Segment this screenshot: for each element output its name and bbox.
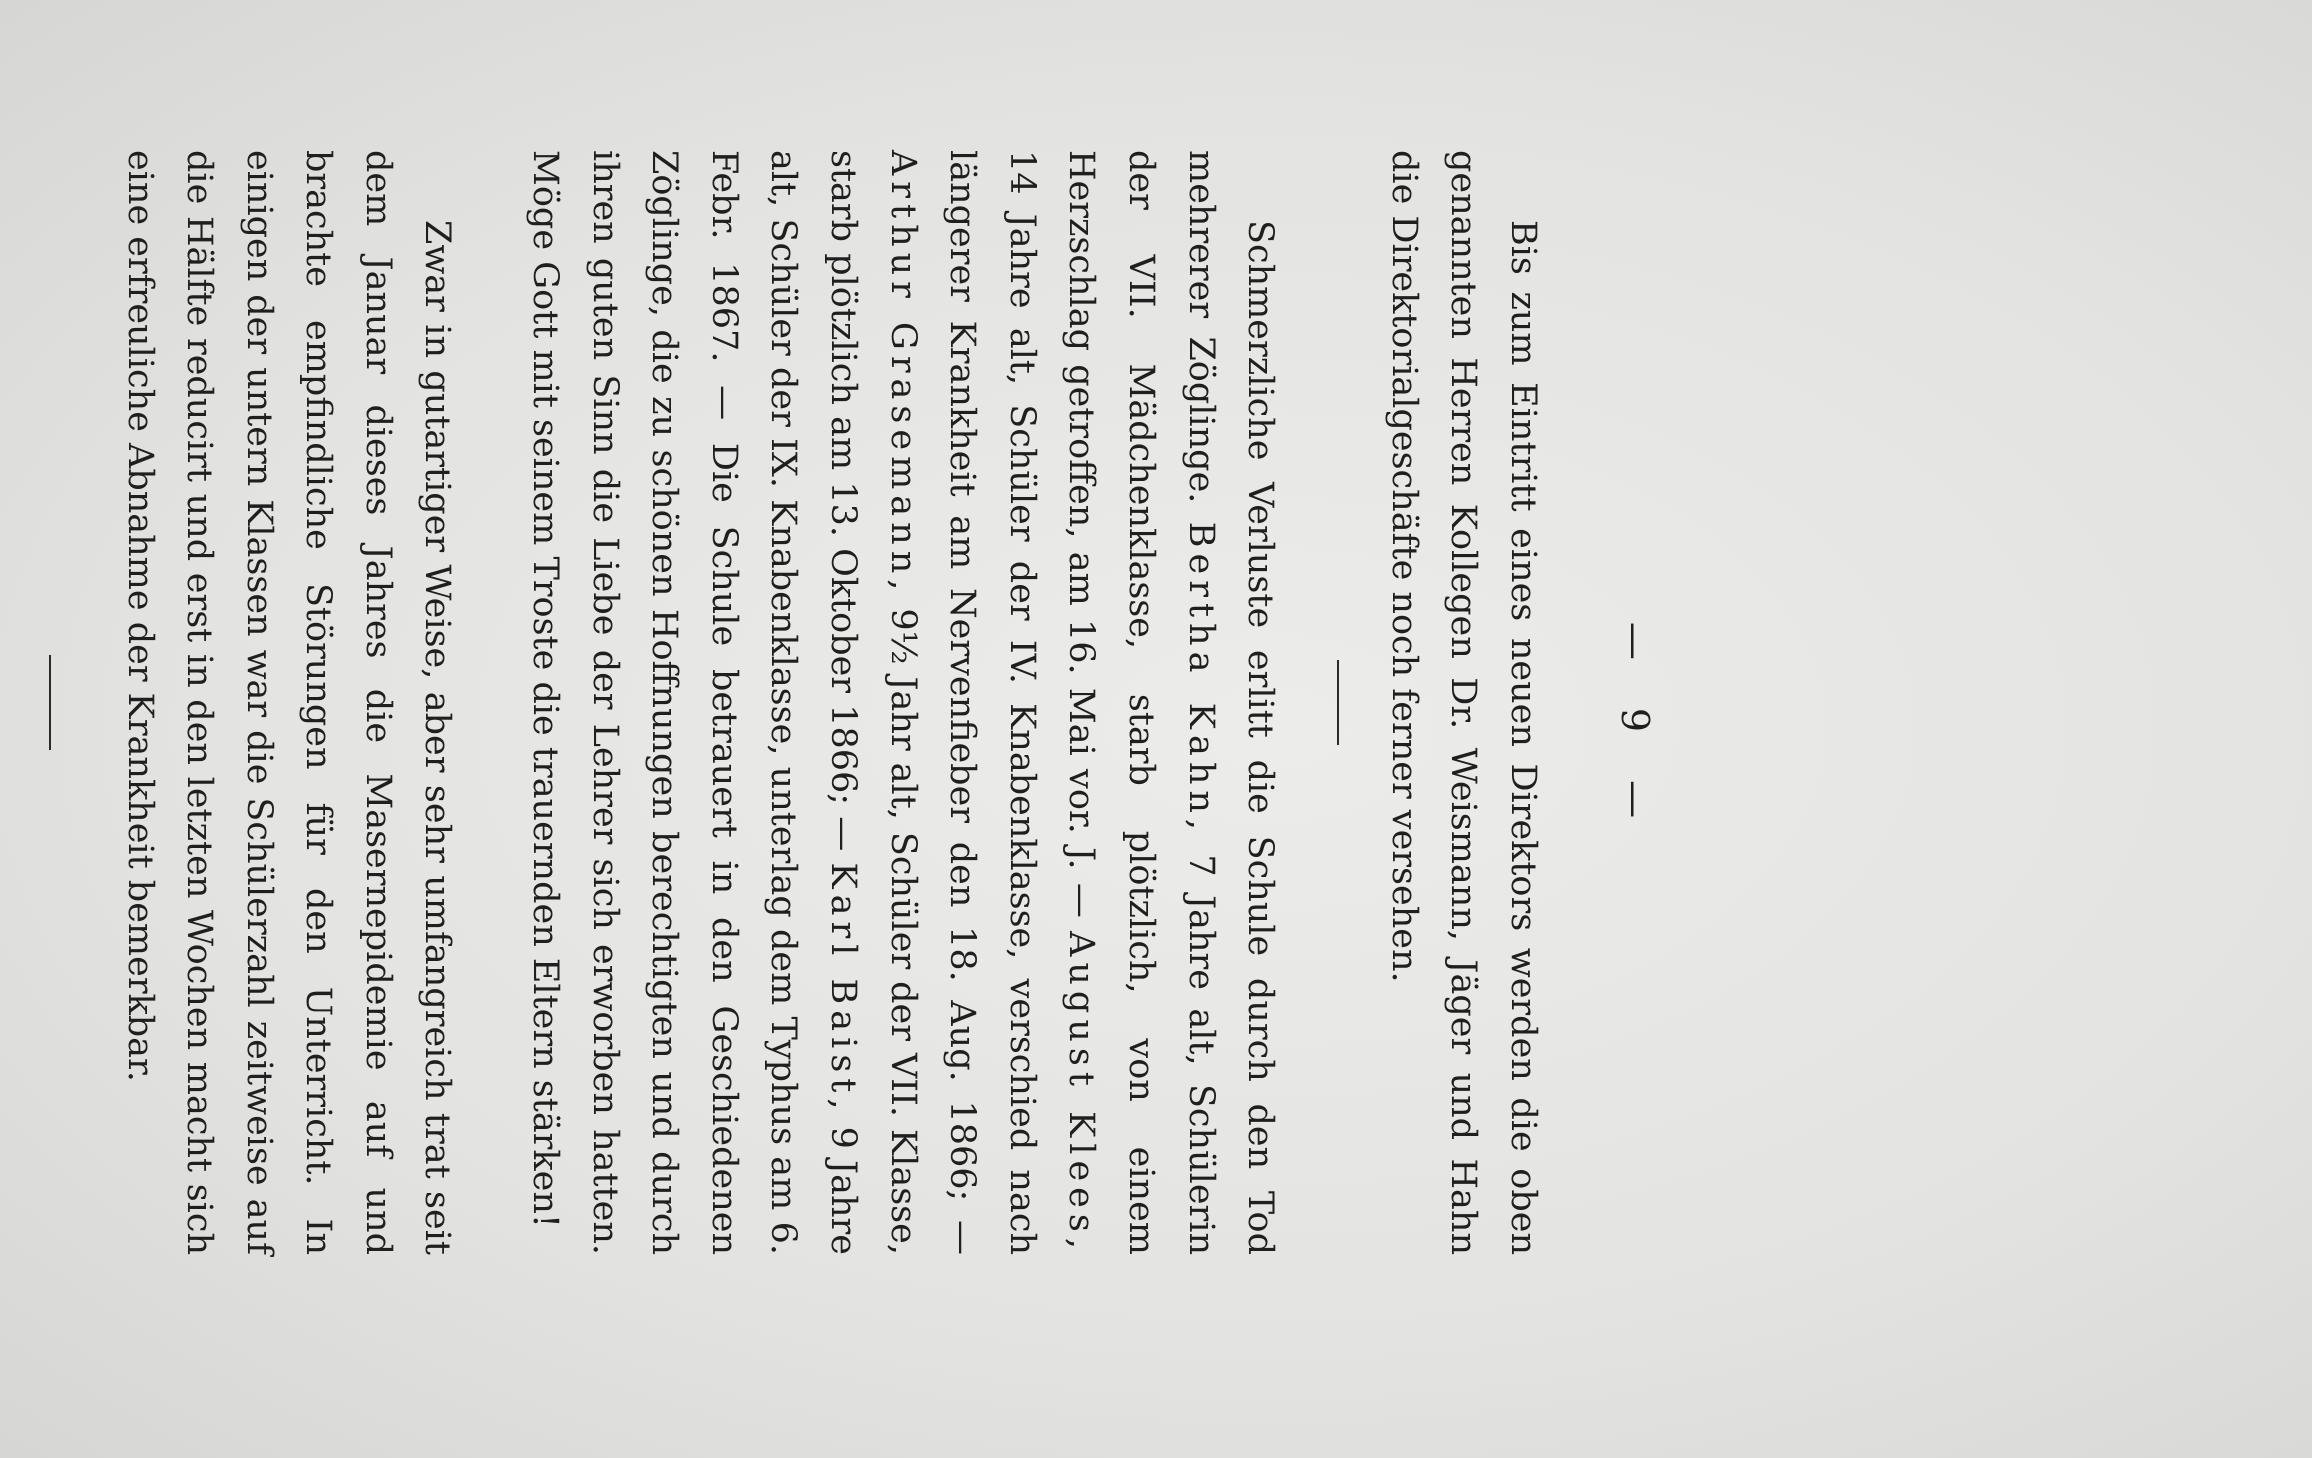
losses-text-e: 9 Jahre alt, Schüler der IX. Knabenklasse, unterlag dem Typhus am 6. Febr. 1867. — Die Schule betrauert in den Geschiedenen Zöglinge, die zu schönen Hoffnungen berechtigten und durch ihren guten Sinn die Liebe der Lehrer sich erworben hatten. Möge Gott mit seinem Troste die trauernden Eltern stärken! xyxy=(525,150,864,1256)
closing-divider xyxy=(49,655,51,750)
body-text xyxy=(49,150,1552,1255)
paragraph-measles: Zwar in gutartiger Weise, aber sehr umfangreich trat seit dem Januar dieses Jahres die Masernepidemie auf und brachte empfindliche Störungen für den Unterricht. In einigen der untern Klassen war die Schülerzahl zeitweise auf die Hälfte reducirt und erst in den letzten Wochen macht sich eine erfreuliche Abnahme der Krankheit bemerkbar. xyxy=(119,150,458,1255)
losses-text-a: Schmerzliche Verluste erlitt die Schule durch den Tod mehrerer Zöglinge. xyxy=(1180,150,1281,1255)
paragraph-gap xyxy=(467,150,515,1255)
name-karl-baist: Karl Baist, xyxy=(823,862,864,1116)
page-number: — 9 — xyxy=(1613,621,1657,837)
losses-text-b: 7 Jahre alt, Schülerin der VII. Mädchenklasse, starb plötzlich, von einem Herzschlag getroffen, am 16. Mai vor. J. — xyxy=(1061,150,1221,1255)
name-arthur-grasemann: Arthur Grasemann, xyxy=(882,150,923,597)
name-bertha-kahn: Bertha Kahn, xyxy=(1180,521,1221,837)
section-divider xyxy=(1337,660,1339,745)
paragraph-losses xyxy=(515,150,1290,1255)
paragraph-directorate: Bis zum Eintritt eines neuen Direktors werden die oben genannten Herren Kollegen Dr. Weismann, Jäger und Hahn die Direktorialgeschäfte noch ferner versehen. xyxy=(1383,150,1543,1255)
losses-text-d: 9½ Jahr alt, Schüler der VII. Klasse, starb plötzlich am 13. Oktober 1866; — xyxy=(823,150,923,1255)
name-august-klees: August Klees, xyxy=(1061,931,1102,1255)
losses-text-c: 14 Jahre alt, Schüler der IV. Knabenklasse, verschied nach längerer Krankheit am Nervenfieber den 18. Aug. 1866; — xyxy=(942,150,1042,1255)
